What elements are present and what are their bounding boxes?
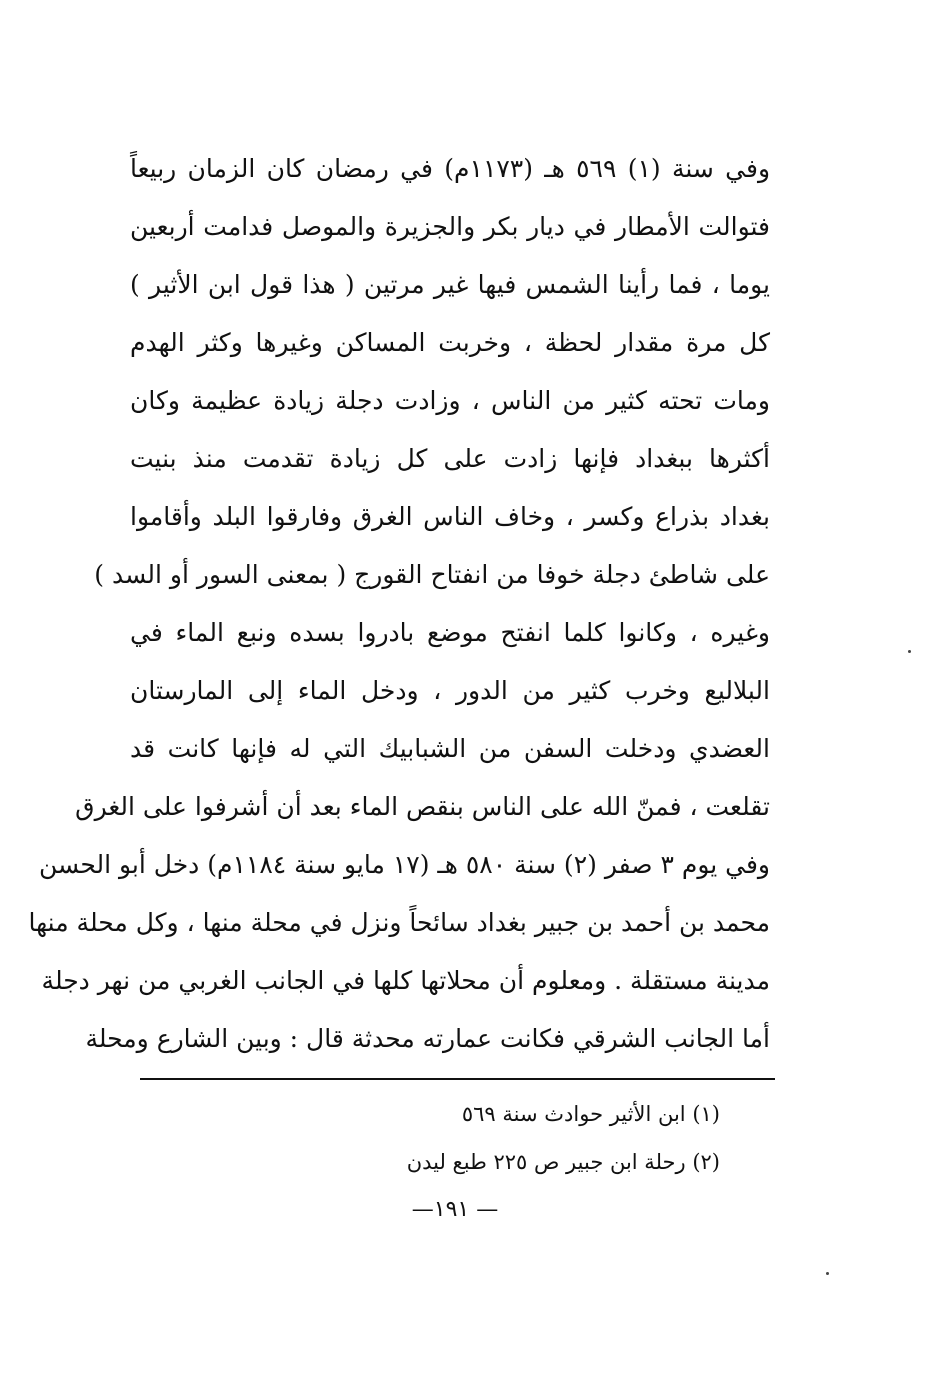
text-line: بغداد بذراع وكسر ، وخاف الناس الغرق وفارقوا البلد وأقاموا <box>130 502 770 531</box>
footnote-1: (١) ابن الأثير حوادث سنة ٥٦٩ <box>461 1102 720 1126</box>
text-line: فتوالت الأمطار في ديار بكر والجزيرة والموصل فدامت أربعين <box>130 212 770 241</box>
text-line: على شاطئ دجلة خوفا من انفتاح القورج ( بمعنى السور أو السد ) <box>94 560 770 589</box>
text-line: محمد بن أحمد بن جبير بغداد سائحاً ونزل في محلة منها ، وكل محلة منها <box>28 908 770 937</box>
scan-speck <box>908 650 911 653</box>
text-line: أكثرها ببغداد فإنها زادت على كل زيادة تقدمت منذ بنيت <box>130 444 770 473</box>
text-line: البلاليع وخرب كثير من الدور ، ودخل الماء إلى المارستان <box>130 676 770 705</box>
footnotes <box>300 1090 720 1186</box>
footnote-2: (٢) رحلة ابن جبير ص ٢٢٥ طبع ليدن <box>406 1150 720 1174</box>
text-line: كل مرة مقدار لحظة ، وخربت المساكن وغيرها وكثر الهدم <box>130 328 770 357</box>
text-line: وفي يوم ٣ صفر (٢) سنة ٥٨٠ هـ (١٧ مايو سنة ١١٨٤م) دخل أبو الحسن <box>39 850 770 879</box>
text-line: العضدي ودخلت السفن من الشبابيك التي له فإنها كانت قد <box>130 734 770 763</box>
text-line: يوما ، فما رأينا الشمس فيها غير مرتين ( هذا قول ابن الأثير ) <box>130 270 770 299</box>
text-line: تقلعت ، فمنّ الله على الناس بنقص الماء بعد أن أشرفوا على الغرق <box>75 792 770 821</box>
main-text <box>28 140 771 1068</box>
text-line: ومات تحته كثير من الناس ، وزادت دجلة زيادة عظيمة وكان <box>130 386 770 415</box>
text-line: وغيره ، وكانوا كلما انفتح موضع بادروا بسده ونبع الماء في <box>130 618 770 647</box>
text-line: مدينة مستقلة . ومعلوم أن محلاتها كلها في الجانب الغربي من نهر دجلة <box>41 966 770 995</box>
page-number: —١٩١ — <box>411 1197 499 1222</box>
footnote-divider <box>140 1078 775 1080</box>
text-line: وفي سنة (١) ٥٦٩ هـ (١١٧٣م) في رمضان كان الزمان ربيعاً <box>130 154 771 183</box>
text-line: أما الجانب الشرقي فكانت عمارته محدثة قال : وبين الشارع ومحلة <box>85 1024 770 1053</box>
scan-speck <box>826 1272 829 1275</box>
